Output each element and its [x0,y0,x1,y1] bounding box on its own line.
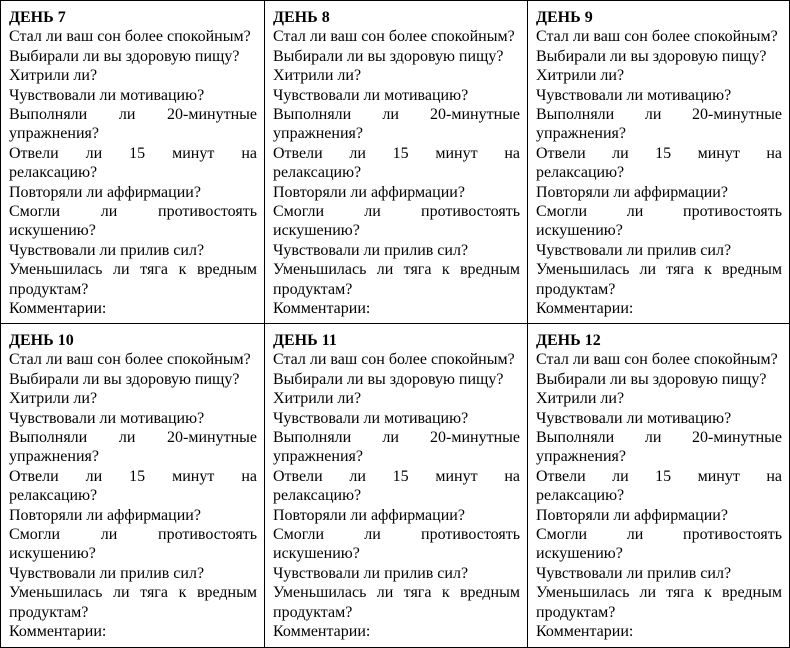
question-item: Чувствовали ли мотивацию? [273,86,469,104]
question-item: Уменьшилась ли тяга к вредным продуктам? [9,584,257,621]
question-item: Повторяли ли аффирмации? [273,506,465,524]
question-item: Чувствовали ли мотивацию? [9,409,205,427]
question-item: Уменьшилась ли тяга к вредным продуктам? [536,261,782,298]
day-title: ДЕНЬ 7 [9,9,66,26]
question-item: Уменьшилась ли тяга к вредным продуктам? [9,261,257,298]
question-item: Смогли ли противостоять искушению? [9,526,257,563]
question-item: Стал ли ваш сон более спокойным? [273,351,515,369]
question-item: Выполняли ли 20-минутные упражнения? [536,429,782,466]
day-cell-9 [528,1,789,324]
question-item: Повторяли ли аффирмации? [9,183,201,201]
question-item: Выполняли ли 20-минутные упражнения? [273,106,520,143]
question-item: Стал ли ваш сон более спокойным? [9,28,251,46]
question-item: Хитрили ли? [9,390,98,408]
question-item: Чувствовали ли прилив сил? [273,564,469,582]
question-item: Хитрили ли? [273,67,362,85]
question-item: Выбирали ли вы здоровую пищу? [536,47,767,65]
comments-label: Комментарии: [273,300,371,318]
question-item: Выбирали ли вы здоровую пищу? [9,370,240,388]
day-cell-12 [528,324,789,647]
question-item: Чувствовали ли мотивацию? [273,409,469,427]
question-item: Стал ли ваш сон более спокойным? [536,351,778,369]
question-item: Смогли ли противостоять искушению? [536,526,782,563]
day-cell-10 [1,324,265,647]
question-item: Выбирали ли вы здоровую пищу? [9,47,240,65]
question-item: Отвели ли 15 минут на релаксацию? [273,144,520,182]
question-item: Чувствовали ли мотивацию? [536,409,732,427]
question-item: Выполняли ли 20-минутные упражнения? [9,429,257,466]
question-item: Уменьшилась ли тяга к вредным продуктам? [536,584,782,621]
question-item: Смогли ли противостоять искушению? [273,203,520,240]
question-item: Хитрили ли? [273,390,362,408]
question-item: Повторяли ли аффирмации? [536,183,728,201]
question-item: Хитрили ли? [9,67,98,85]
question-item: Отвели ли 15 минут на релаксацию? [536,144,782,182]
question-item: Смогли ли противостоять искушению? [9,203,257,240]
question-item: Чувствовали ли мотивацию? [536,86,732,104]
comments-label: Комментарии: [9,623,107,641]
question-item: Отвели ли 15 минут на релаксацию? [536,467,782,505]
question-item: Чувствовали ли прилив сил? [273,241,469,259]
question-item: Чувствовали ли прилив сил? [536,564,732,582]
comments-label: Комментарии: [9,300,107,318]
question-item: Чувствовали ли прилив сил? [536,241,732,259]
question-item: Хитрили ли? [536,67,625,85]
day-title: ДЕНЬ 8 [273,9,330,26]
comments-label: Комментарии: [273,623,371,641]
question-item: Чувствовали ли прилив сил? [9,241,205,259]
question-item: Повторяли ли аффирмации? [9,506,201,524]
day-cell-8 [265,1,528,324]
question-item: Отвели ли 15 минут на релаксацию? [273,467,520,505]
question-item: Отвели ли 15 минут на релаксацию? [9,467,257,505]
day-cell-7 [1,1,265,324]
question-item: Хитрили ли? [536,390,625,408]
question-item: Уменьшилась ли тяга к вредным продуктам? [273,584,520,621]
question-item: Стал ли ваш сон более спокойным? [273,28,515,46]
day-cell-11 [265,324,528,647]
comments-label: Комментарии: [536,300,634,318]
day-title: ДЕНЬ 10 [9,332,74,349]
question-item: Стал ли ваш сон более спокойным? [9,351,251,369]
question-item: Выполняли ли 20-минутные упражнения? [9,106,257,143]
question-item: Выбирали ли вы здоровую пищу? [273,47,504,65]
question-item: Выполняли ли 20-минутные упражнения? [536,106,782,143]
question-item: Чувствовали ли прилив сил? [9,564,205,582]
question-item: Выполняли ли 20-минутные упражнения? [273,429,520,466]
day-title: ДЕНЬ 9 [536,9,593,26]
question-item: Смогли ли противостоять искушению? [536,203,782,240]
question-item: Повторяли ли аффирмации? [536,506,728,524]
question-item: Отвели ли 15 минут на релаксацию? [9,144,257,182]
question-item: Чувствовали ли мотивацию? [9,86,205,104]
question-item: Уменьшилась ли тяга к вредным продуктам? [273,261,520,298]
question-item: Смогли ли противостоять искушению? [273,526,520,563]
question-item: Повторяли ли аффирмации? [273,183,465,201]
day-title: ДЕНЬ 12 [536,332,601,349]
comments-label: Комментарии: [536,623,634,641]
question-item: Стал ли ваш сон более спокойным? [536,28,778,46]
day-title: ДЕНЬ 11 [273,332,337,349]
question-item: Выбирали ли вы здоровую пищу? [273,370,504,388]
question-item: Выбирали ли вы здоровую пищу? [536,370,767,388]
